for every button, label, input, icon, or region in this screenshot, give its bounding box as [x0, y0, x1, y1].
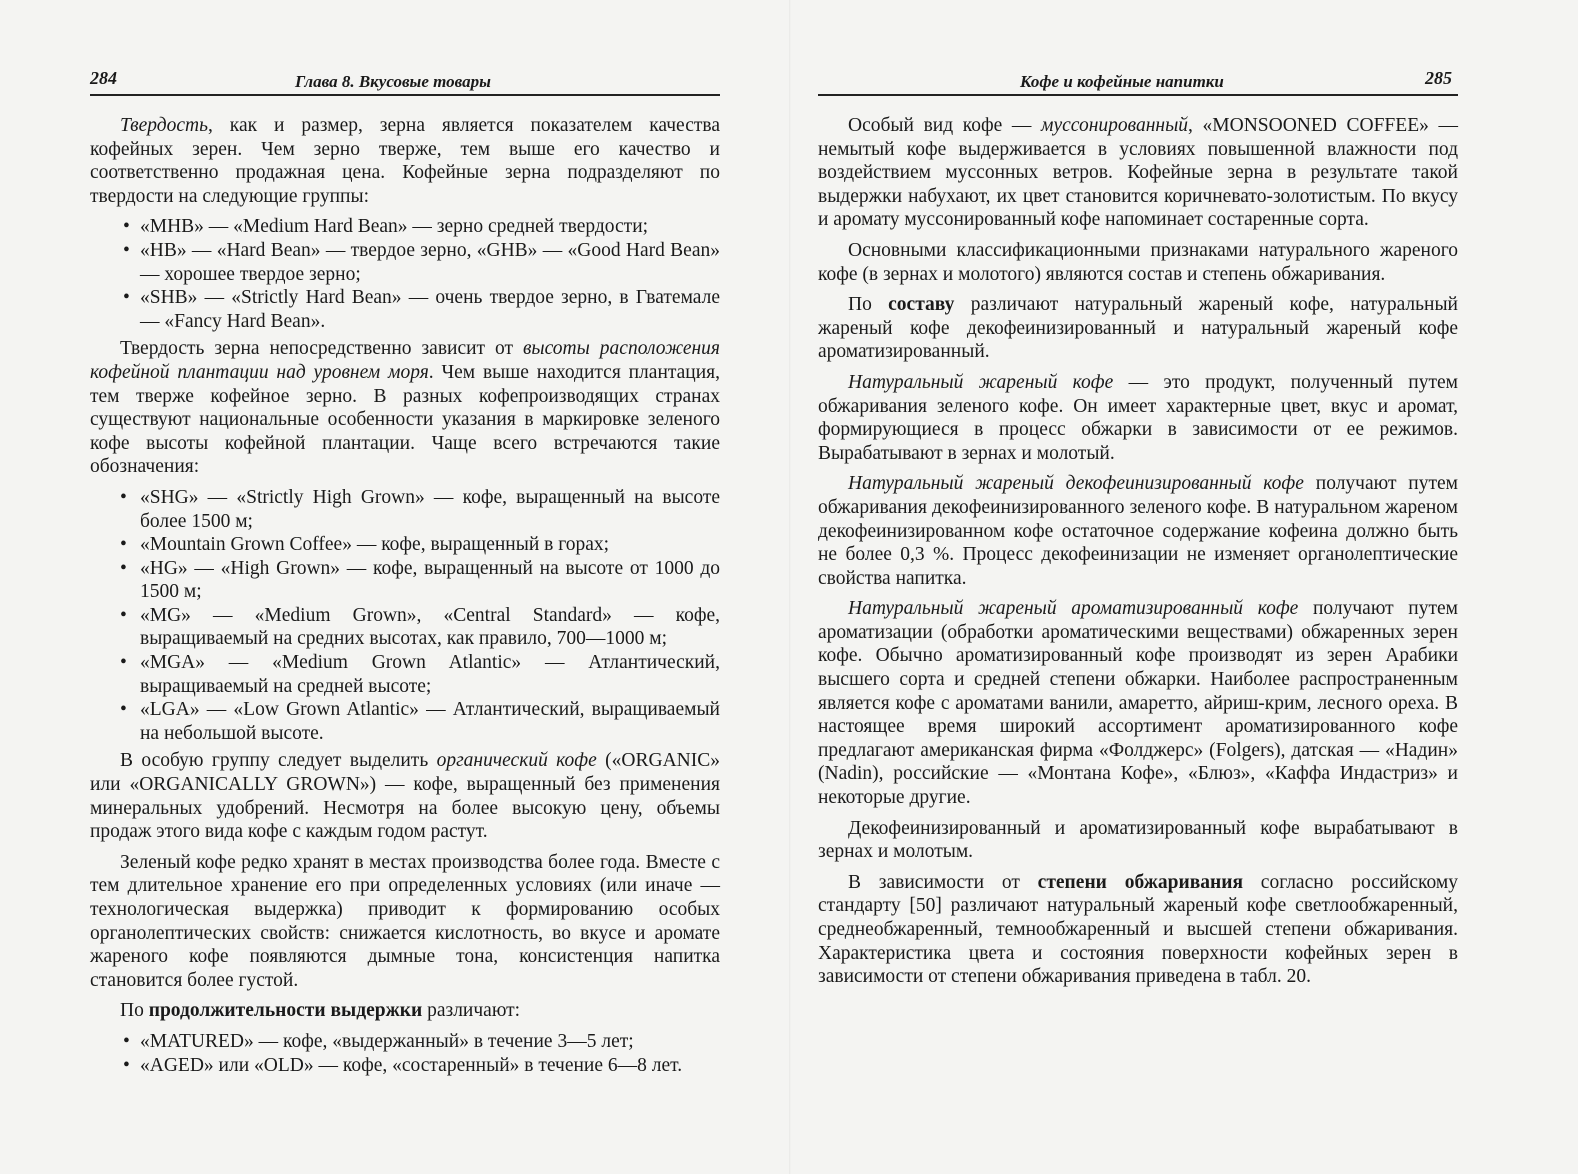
aging-list — [90, 1030, 720, 1077]
emphasis: муссонированный — [1041, 115, 1189, 136]
paragraph: В зависимости от степени обжаривания согласно российскому стандарту [50] различают натуральный жареный кофе светлообжаренный, среднеобжаренный, темнообжаренный и высшей степени обжаривания. Характеристика цвета и состояния поверхности кофейных зерен в зависимости от степени обжаривания приведена в табл. 20. — [818, 871, 1458, 988]
paragraph: Особый вид кофе — муссонированный, «MONSOONED COFFEE» — немытый кофе выдерживается в условиях повышенной влажности под воздействием муссонных ветров. Кофейные зерна в результате такой выдержки набухают, их цвет становится коричневато-золотистым. По вкусу и аромату муссонированный кофе напоминает состаренные сорта. — [818, 115, 1458, 231]
right-page-body — [818, 114, 1458, 989]
list-item: • «LGA» — «Low Grown Atlantic» — Атлантический, выращиваемый на небольшой высоте. — [120, 699, 720, 744]
list-item: • «HB» — «Hard Bean» — твердое зерно, «GHB» — «Good Hard Bean» — хорошее твердое зерно; — [123, 239, 720, 285]
emphasis: Натуральный жареный ароматизированный кофе — [848, 598, 1299, 620]
paragraph: Декофеинизированный и ароматизированный кофе вырабатывают в зернах и молотым. — [818, 817, 1458, 863]
hardness-list — [90, 215, 720, 333]
paragraph: Основными классификационными признаками натурального жареного кофе (в зернах и молотого) являются состав и степень обжаривания. — [818, 239, 1458, 285]
paragraph: Твердость зерна непосредственно зависит от высоты расположения кофейной плантации над уровнем моря. Чем выше находится плантация, тем тверже кофейное зерно. В разных кофепроизводящих странах существуют национальные особенности указания в маркировке зеленого кофе высоты кофейной плантации. Чаще всего встречаются такие обозначения: — [90, 338, 721, 478]
bold-term: степени обжаривания — [1037, 871, 1243, 893]
paragraph: Натуральный жареный кофе — это продукт, полученный путем обжаривания зеленого кофе. Он имеет характерные цвет, вкус и аромат, формирующиеся в процесс обжарки в зависимости от ее режимов. Вырабатывают в зернах и молотый. — [818, 371, 1458, 464]
paragraph: В особую группу следует выделить органический кофе («ORGANIC» или «ORGANICALLY GROWN») — кофе, выращенный без применения минеральных удобрений. Несмотря на более высокую цену, объемы продаж этого вида кофе с каждым годом растут. — [90, 750, 720, 843]
paragraph: Зеленый кофе редко хранят в местах производства более года. Вместе с тем длительное хранение его при определенных условиях (или иначе — технологическая выдержка) приводит к формированию особых органолептических свойств: снижается кислотность, во вкусе и аромате жареного кофе появляются дымные тона, консистенция напитка становится более густой. — [90, 851, 720, 991]
list-item: • «MATURED» — кофе, «выдержанный» в течение 3—5 лет; — [123, 1030, 634, 1052]
list-item: • «AGED» или «OLD» — кофе, «состаренный» в течение 6—8 лет. — [123, 1054, 683, 1076]
page-number: 284 — [90, 68, 117, 88]
left-page-body — [90, 114, 720, 1077]
list-item: • «Mountain Grown Coffee» — кофе, выращенный в горах; — [120, 534, 610, 556]
paragraph: Натуральный жареный ароматизированный кофе получают путем ароматизации (обработки ароматическими веществами) обжаренных зерен кофе. Обычно ароматизированный кофе производят из зерен Арабики высшего сорта и средней степени обжарки. Наиболее распространенным является кофе с ароматами ванили, амаретто, айриш-крим, лесного ореха. В настоящее время широкий ассортимент ароматизированного кофе предлагают американская фирма «Фолджерс» (Folgers), датская — «Надин» (Nadin), российские — «Монтана Кофе», «Блюз», «Каффа Индастриз» и некоторые другие. — [818, 598, 1459, 809]
list-item: • «HG» — «High Grown» — кофе, выращенный на высоте от 1000 до 1500 м; — [120, 557, 720, 603]
list-item: • «MG» — «Medium Grown», «Central Standard» — кофе, выращиваемый на средних высотах, как правило, 700—1000 м; — [120, 604, 720, 650]
right-page-header — [818, 60, 1458, 96]
bold-term: продолжительности выдержки — [148, 1000, 423, 1022]
emphasis: высоты расположения кофейной плантации над уровнем моря — [90, 338, 720, 383]
paragraph: Твердость, как и размер, зерна является показателем качества кофейных зерен. Чем зерно тверже, тем выше его качество и соответственно продажная цена. Кофейные зерна подразделяют по твердости на следующие группы: — [90, 115, 720, 207]
right-page — [818, 60, 1458, 996]
emphasis: органический кофе — [436, 750, 597, 772]
list-item: • «MHB» — «Medium Hard Bean» — зерно средней твердости; — [123, 216, 649, 238]
running-head: Глава 8. Вкусовые товары — [295, 72, 491, 91]
left-page-header — [90, 60, 720, 96]
list-item: • «SHB» — «Strictly Hard Bean» — очень твердое зерно, в Гватемале — «Fancy Hard Bean». — [123, 287, 720, 332]
emphasis: Натуральный жареный декофеинизированный кофе — [848, 473, 1304, 495]
term: Твердость — [120, 115, 208, 136]
paragraph: По составу различают натуральный жареный кофе, натуральный жареный кофе декофеинизированный и натуральный жареный кофе ароматизированный. — [818, 294, 1458, 363]
bold-term: составу — [888, 294, 955, 316]
list-item: • «SHG» — «Strictly High Grown» — кофе, выращенный на высоте более 1500 м; — [120, 486, 720, 532]
book-gutter — [789, 0, 791, 1174]
altitude-list — [90, 486, 720, 746]
paragraph: Натуральный жареный декофеинизированный кофе получают путем обжаривания декофеинизированного зеленого кофе. В натуральном жареном декофеинизированном кофе остаточное содержание кофеина должно быть не более 0,3 %. Процесс декофеинизации не изменяет органолептические свойства напитка. — [818, 473, 1459, 589]
emphasis: Натуральный жареный кофе — [848, 371, 1114, 393]
paragraph: По продолжительности выдержки различают: — [120, 1000, 521, 1022]
page-number: 285 — [1425, 68, 1452, 88]
list-item: • «MGA» — «Medium Grown Atlantic» — Атлантический, выращиваемый на средней высоте; — [120, 652, 720, 697]
left-page — [90, 60, 720, 1081]
running-head: Кофе и кофейные напитки — [1020, 72, 1224, 91]
